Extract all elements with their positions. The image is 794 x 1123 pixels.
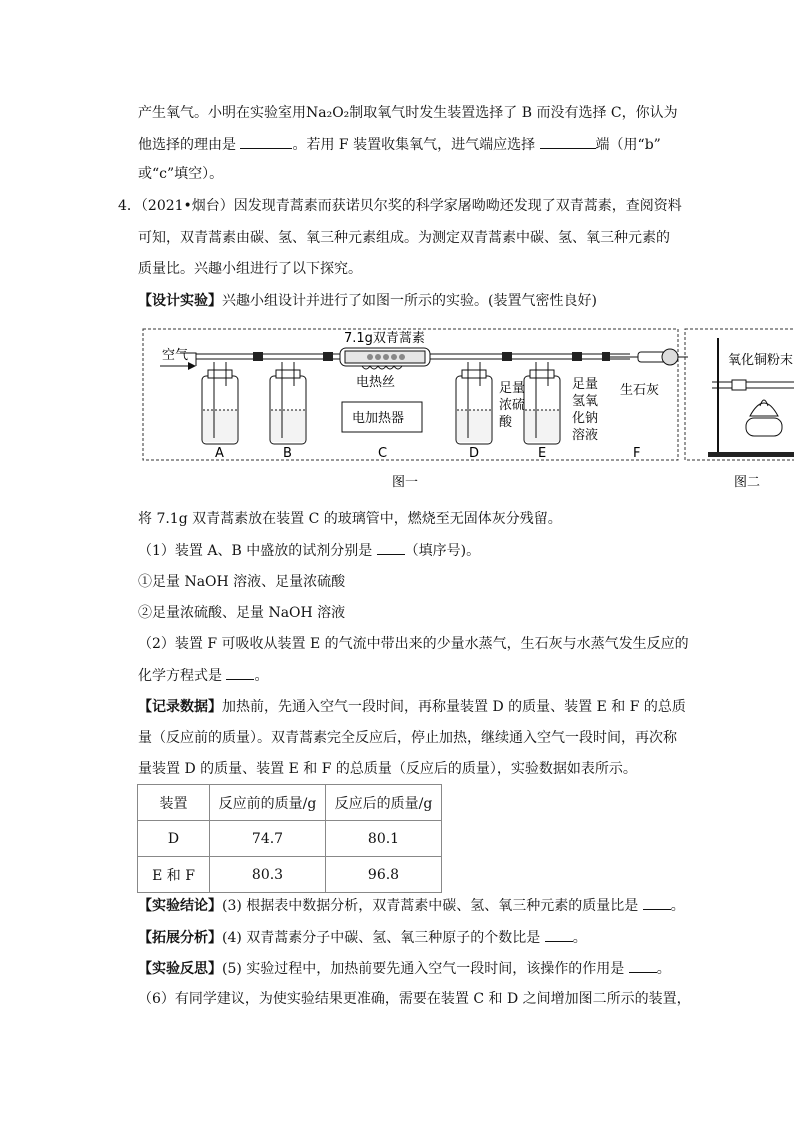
text-line: 可知，双青蒿素由碳、氢、氧三种元素组成。为测定双青蒿素中碳、氢、氧三种元素的 — [138, 230, 670, 246]
air-label: 空气 — [162, 348, 189, 363]
copper-oxide-label: 氧化铜粉末 — [728, 353, 794, 368]
text-line: （1）装置 A、B 中盛放的试剂分别是 （填序号)。 — [138, 540, 480, 561]
bottle-b — [270, 362, 306, 444]
text-line: 他选择的理由是 。若用 F 装置收集氧气，进气端应选择 端（用“b” — [138, 134, 661, 155]
table-header-cell: 反应后的质量/g — [326, 785, 442, 821]
combustion-tube — [340, 348, 430, 366]
text-line: 【实验结论】(3) 根据表中数据分析，双青蒿素中碳、氢、氧三种元素的质量比是 。 — [138, 895, 685, 916]
text-line: 【设计实验】兴趣小组设计并进行了如图一所示的实验。(装置气密性良好) — [138, 293, 597, 309]
answer-blank[interactable] — [226, 665, 254, 680]
answer-blank[interactable] — [629, 958, 657, 973]
text-line: 产生氧气。小明在实验室用Na₂O₂制取氧气时发生装置选择了 B 而没有选择 C，你认为 — [138, 105, 678, 121]
answer-blank[interactable] — [545, 927, 573, 942]
connector — [572, 352, 582, 361]
sample-label: 7.1g双青蒿素 — [344, 331, 425, 346]
section-tag: 【设计实验】 — [138, 293, 222, 309]
label-a: A — [215, 446, 224, 461]
figure1-caption: 图一 — [392, 475, 419, 490]
table-cell: 80.1 — [326, 821, 442, 857]
table-header-row — [138, 785, 442, 821]
text-line: 量（反应前的质量）。双青蒿素完全反应后，停止加热，继续通入空气一段时间，再次称 — [138, 730, 677, 746]
table-cell: 74.7 — [210, 821, 326, 857]
text-line: 量装置 D 的质量、装置 E 和 F 的总质量（反应后的质量），实验数据如表所示。 — [138, 761, 637, 777]
connector — [602, 352, 610, 361]
bottle-d — [456, 362, 492, 444]
bottle-a — [202, 362, 238, 444]
heater-label: 电加热器 — [352, 411, 405, 426]
figure2-caption: 图二 — [734, 475, 761, 490]
text-line: 【记录数据】加热前，先通入空气一段时间，再称量装置 D 的质量、装置 E 和 F 的总质 — [138, 699, 686, 715]
question-number: 4． — [118, 198, 141, 214]
apparatus-figure — [140, 326, 794, 496]
text-line: 化学方程式是 。 — [138, 665, 268, 686]
figure2-frame — [685, 329, 794, 460]
bottle-e — [524, 362, 560, 444]
answer-blank[interactable] — [643, 895, 671, 910]
table-header-cell: 反应前的质量/g — [210, 785, 326, 821]
table-cell: 80.3 — [210, 857, 326, 893]
label-b: B — [283, 446, 292, 461]
label-c: C — [378, 446, 388, 461]
option-2: ②足量浓硫酸、足量 NaOH 溶液 — [138, 605, 346, 621]
answer-blank[interactable] — [377, 540, 405, 555]
text-line: 【拓展分析】(4) 双青蒿素分子中碳、氢、氧三种原子的个数比是 。 — [138, 927, 587, 948]
heater-wire-label: 电热丝 — [356, 375, 396, 390]
reagent-e-label: 足量 氢氧 化钠 溶液 — [572, 377, 599, 443]
text-line: （2）装置 F 可吸收从装置 E 的气流中带出来的少量水蒸气，生石灰与水蒸气发生反应的 — [138, 636, 689, 652]
text-line: 或“c”填空）。 — [138, 166, 224, 182]
connector — [253, 352, 263, 361]
data-table — [137, 784, 442, 893]
label-d: D — [469, 446, 480, 461]
text-line: 将 7.1g 双青蒿素放在装置 C 的玻璃管中，燃烧至无固体灰分残留。 — [138, 511, 562, 527]
table-row — [138, 821, 442, 857]
table-row — [138, 857, 442, 893]
connector — [502, 352, 512, 361]
answer-blank[interactable] — [540, 134, 596, 149]
label-f: F — [633, 446, 641, 461]
section-tag: 【拓展分析】 — [138, 930, 222, 946]
section-tag: 【实验反思】 — [138, 961, 222, 977]
text-line: （6）有同学建议，为使实验结果更准确，需要在装置 C 和 D 之间增加图二所示的装置， — [138, 991, 691, 1007]
section-tag: 【实验结论】 — [138, 898, 222, 914]
quicklime-label: 生石灰 — [620, 383, 660, 398]
table-header-cell: 装置 — [138, 785, 210, 821]
reagent-d-label: 足量 浓硫 酸 — [499, 381, 526, 430]
question-4-line: 4．（2021•烟台）因发现青蒿素而获诺贝尔奖的科学家屠呦呦还发现了双青蒿素，查阅资料 — [118, 198, 682, 214]
answer-blank[interactable] — [240, 134, 292, 149]
text-line: 【实验反思】(5) 实验过程中，加热前要先通入空气一段时间，该操作的作用是 。 — [138, 958, 671, 979]
table-cell: E 和 F — [138, 857, 210, 893]
connector — [323, 352, 333, 361]
label-e: E — [538, 446, 547, 461]
table-cell: 96.8 — [326, 857, 442, 893]
table-cell: D — [138, 821, 210, 857]
drying-tube-f — [610, 349, 688, 365]
text-line: 质量比。兴趣小组进行了以下探究。 — [138, 261, 362, 277]
section-tag: 【记录数据】 — [138, 699, 222, 715]
option-1: ①足量 NaOH 溶液、足量浓硫酸 — [138, 574, 346, 590]
